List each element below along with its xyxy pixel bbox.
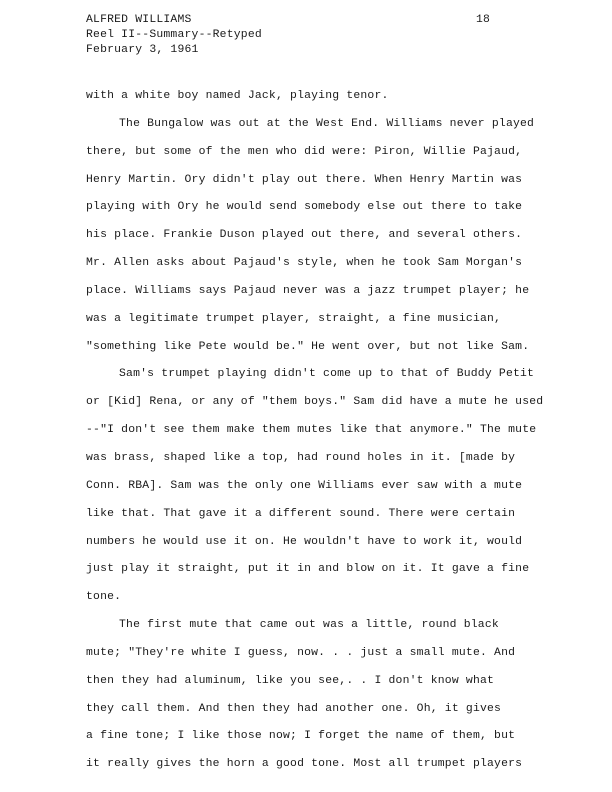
text-line: Mr. Allen asks about Pajaud's style, when he took Sam Morgan's bbox=[86, 257, 523, 270]
interviewee-name: ALFRED WILLIAMS bbox=[86, 14, 192, 26]
text-line: there, but some of the men who did were: Piron, Willie Pajaud, bbox=[86, 145, 523, 158]
body-text bbox=[86, 83, 546, 779]
text-line: was brass, shaped like a top, had round holes in it. [made by bbox=[86, 451, 516, 464]
text-line: then they had aluminum, like you see,. . I don't know what bbox=[86, 674, 495, 687]
text-line: just play it straight, put it in and blow on it. It gave a fine bbox=[86, 563, 530, 576]
text-line: like that. That gave it a different sound. There were certain bbox=[86, 507, 516, 520]
text-line: numbers he would use it on. He wouldn't have to work it, would bbox=[86, 535, 523, 548]
text-line: Henry Martin. Ory didn't play out there. When Henry Martin was bbox=[86, 173, 523, 186]
text-line: place. Williams says Pajaud never was a jazz trumpet player; he bbox=[86, 284, 530, 297]
interview-date: February 3, 1961 bbox=[86, 44, 199, 56]
text-line: "something like Pete would be." He went over, but not like Sam. bbox=[86, 340, 530, 353]
text-line: his place. Frankie Duson played out there, and several others. bbox=[86, 229, 523, 242]
page-header bbox=[86, 13, 262, 58]
page-number: 18 bbox=[476, 14, 491, 26]
text-line: they call them. And then they had another one. Oh, it gives bbox=[86, 702, 502, 715]
text-line: with a white boy named Jack, playing tenor. bbox=[86, 90, 389, 102]
text-line: or [Kid] Rena, or any of "them boys." Sam did have a mute he used bbox=[86, 396, 544, 409]
text-line: was a legitimate trumpet player, straight, a fine musician, bbox=[86, 312, 502, 325]
text-line: mute; "They're white I guess, now. . . just a small mute. And bbox=[86, 646, 516, 659]
text-line: it really gives the horn a good tone. Most all trumpet players bbox=[86, 758, 523, 771]
text-line: --"I don't see them make them mutes like that anymore." The mute bbox=[86, 424, 537, 437]
text-line: The first mute that came out was a little, round black bbox=[119, 619, 499, 632]
text-line: Conn. RBA]. Sam was the only one Williams ever saw with a mute bbox=[86, 479, 523, 492]
text-line: Sam's trumpet playing didn't come up to that of Buddy Petit bbox=[119, 368, 535, 381]
text-line: The Bungalow was out at the West End. Williams never played bbox=[119, 117, 535, 130]
text-line: playing with Ory he would send somebody else out there to take bbox=[86, 201, 523, 214]
text-line: tone. bbox=[86, 591, 122, 604]
reel-label: Reel II--Summary--Retyped bbox=[86, 29, 262, 41]
text-line: a fine tone; I like those now; I forget the name of them, but bbox=[86, 730, 516, 743]
